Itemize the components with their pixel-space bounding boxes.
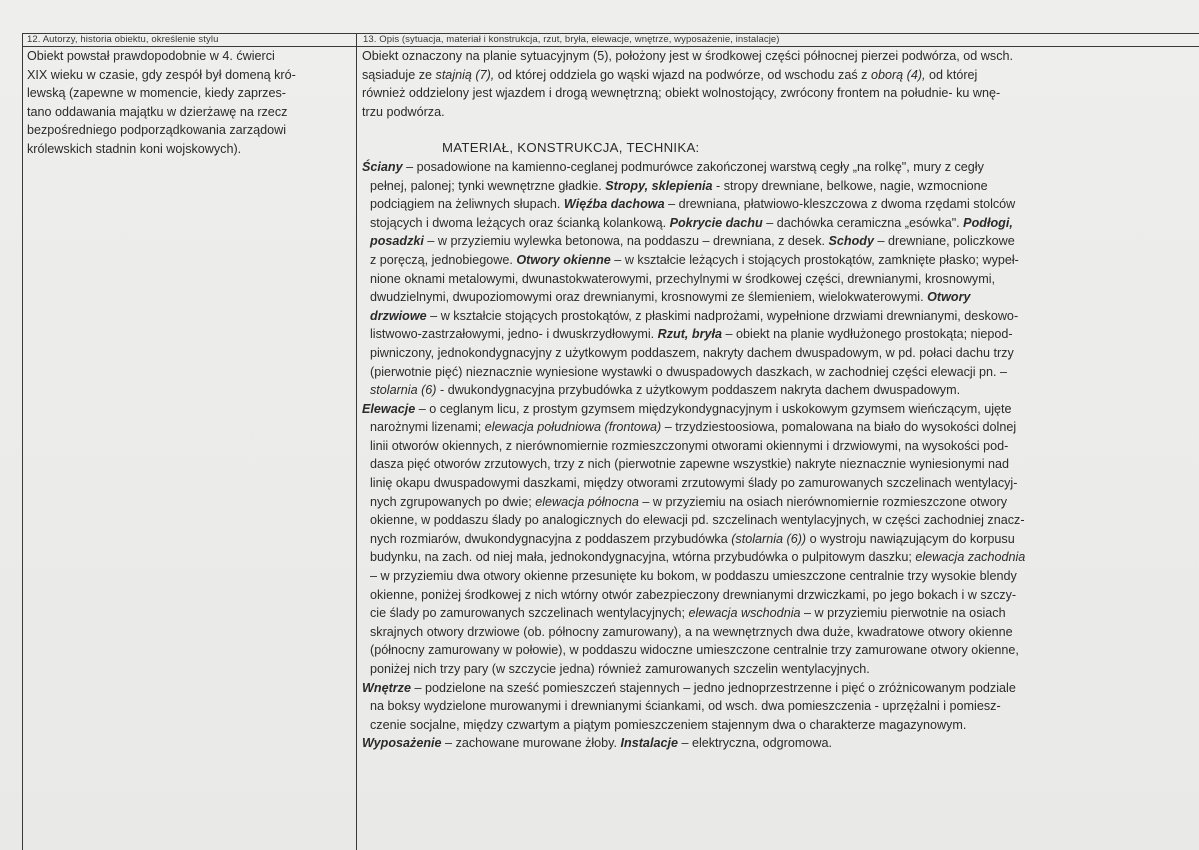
text-line: drzwiowe – w kształcie stojących prostokątów, z płaskimi nadprożami, wypełnione drzwiami drewnianymi, deskowo- [370,308,1019,323]
text-line: okienne, w poddaszu ślady po analogicznych do elewacji pd. szczelinach wentylacyjnych, w części zachodniej znacz- [370,513,1025,528]
text-line: Wyposażenie – zachowane murowane żłoby. Instalacje – elektryczna, odgromowa. [362,736,832,751]
intro-line: sąsiaduje ze stajnią (7), od której oddziela go wąski wjazd na podwórze, od wschodu zaś z oborą (4), od której [362,67,978,82]
header-col12: 12. Autorzy, historia obiektu, określenie stylu [27,34,219,45]
label-wnetrze: Wnętrze [362,680,411,695]
text-line: (północny zamurowany w połowie), w poddaszu widoczne umieszczone centralnie trzy zamurowane otwory okienne, [370,643,1019,658]
intro-line: również oddzielony jest wjazdem i drogą wewnętrzną; obiekt wolnostojący, zwrócony frontem na południe- ku wnę- [362,86,1001,101]
text-line: (pierwotnie pięć) nieznacznie wyniesione wystawki o dwuspadowych daszkach, w zachodniej części elewacji pn. – [370,364,1007,379]
text-line: stolarnia (6) - dwukondygnacyjna przybudówka z użytkowym poddaszem nakryta dachem dwuspadowym. [370,383,961,398]
left-border [22,33,23,850]
ref-elewacja-wschodnia: elewacja wschodnia [688,606,801,621]
history-line: bezpośredniego podporządkowania zarządowi [27,123,287,138]
history-line: lewską (zapewne w momencie, kiedy zaprzes- [27,86,286,101]
text-line: z poręczą, jednobiegowe. Otwory okienne – w kształcie leżących i stojących prostokątów, zamknięte płasko; wypeł- [370,252,1019,267]
text-line: – w przyziemiu dwa otwory okienne przesunięte ku bokom, w poddaszu umieszczone centralnie trzy wysokie blendy [370,569,1017,584]
label-otwory: Otwory [927,290,971,305]
history-line: Obiekt powstał prawdopodobnie w 4. ćwierci [27,49,275,63]
text-line: nych zgrupowanych po dwie; elewacja północna – w przyziemiu na osiach nierównomiernie rozmieszczone otwory [370,494,1008,509]
text-line: Elewacje – o ceglanym licu, z prostym gzymsem międzykondygnacyjnym i uskokowym gzymsem wieńczącym, ujęte [362,401,1012,416]
text-line: linię okapu dwuspadowymi daszkami, między otworami zrzutowymi ślady po zamurowanych szczelinach wentylacyj- [370,476,1018,491]
text-line: narożnymi lizenami; elewacja południowa (frontowa) – trzydziestoosiowa, pomalowana na biało do wysokości dolnej [370,420,1017,435]
text-line: Ściany – posadowione na kamienno-ceglanej podmurówce zakończonej warstwą cegły „na rolkę", mury z cegły [362,159,984,174]
ref-elewacja-poludniowa: elewacja południowa (frontowa) [484,420,662,435]
intro-line: Obiekt oznaczony na planie sytuacyjnym (5), położony jest w środkowej części północnej pierzei podwórza, od wsch. [362,49,1013,63]
ref-stolarnia-paren: (stolarnia (6)) [731,531,807,546]
text-line: dwudzielnymi, dwupoziomowymi oraz drewnianymi, krosnowymi ze ślemieniem, wielokwaterowymi. Otwory [370,290,971,305]
label-rzut: Rzut, bryła [657,327,723,342]
ref-stajnia: stajnią (7), [435,67,495,82]
intro-line: trzu podwórza. [362,104,445,119]
label-sciany: Ściany [362,159,403,174]
label-elewacje: Elewacje [362,401,416,416]
history-line: XIX wieku w czasie, gdy zespół był domeną kró- [27,67,296,82]
label-podlogi: Podłogi, [963,215,1013,230]
text-line: listwowo-zastrzałowymi, jedno- i dwuskrzydłowymi. Rzut, bryła – obiekt na planie wydłużonego prostokąta; niepod- [370,327,1013,342]
text-line: linii otworów okiennych, z nierównomiernie rozmieszczonymi otworami okiennymi i drzwiowymi, na wysokości pod- [370,438,1009,453]
text-line: Wnętrze – podzielone na sześć pomieszczeń stajennych – jedno jednoprzestrzenne i pięć o zróżnicowanym podziale [362,680,1016,695]
text-line: stojących i dwoma leżących oraz ścianką kolankową. Pokrycie dachu – dachówka ceramiczna „esówka". Podłogi, [370,215,1013,230]
history-line: królewskich stadnin koni wojskowych). [27,141,242,156]
text-line: posadzki – w przyziemiu wylewka betonowa, na poddaszu – drewniana, z desek. Schody – drewniane, policzkowe [370,234,1015,249]
text-line: skrajnych otwory drzwiowe (ob. północny zamurowany), a na wewnętrznych dwa duże, kwadratowe otwory okienne [370,624,1013,639]
history-line: tano oddawania majątku w dzierżawę na rzecz [27,104,288,119]
text-line: dasza pięć otworów zrzutowych, trzy z nich (pierwotnie zapewne wszystkie) nakryte nieznacznie wyniesionymi nad [370,457,1010,472]
label-pokrycie: Pokrycie dachu [669,215,763,230]
ref-elewacja-polnocna: elewacja północna [535,494,639,509]
text-line: nych rozmiarów, dwukondygnacyjna z poddaszem przybudówka (stolarnia (6)) o wystroju nawiązującym do korpusu [370,531,1015,546]
label-drzwiowe: drzwiowe [370,308,427,323]
history-text [27,47,352,159]
label-otwory-okienne: Otwory okienne [516,252,611,267]
text-line: budynku, na zach. od niej mała, jednokondygnacyjna, wtórna przybudówka o pulpitowym daszku; elewacja zachodnia [370,550,1026,565]
section-heading: MATERIAŁ, KONSTRUKCJA, TECHNIKA: [442,140,700,156]
text-line: piwniczony, jednokondygnacyjny z użytkowym poddaszem, nakryty dachem dwuspadowym, w pd. połaci dachu trzy [370,345,1014,360]
text-line: poniżej nich trzy pary (w szczycie jedna) również zamurowanych szczelin wentylacyjnych. [370,662,870,676]
text-line: okienne, poniżej środkowej z nich wtórny otwór zabezpieczony drewnianymi drzwiczkami, po jego bokach i w szczy- [370,587,1017,602]
label-stropy: Stropy, sklepienia [605,178,713,193]
label-wyposazenie: Wyposażenie [362,736,442,751]
label-schody: Schody [828,234,875,249]
ref-obora: oborą (4), [870,67,926,82]
label-instalacje: Instalacje [620,736,678,751]
text-line: na boksy wydzielone murowanymi i drewnianymi ściankami, od wsch. dwa pomieszczenia - uprzężalni i pomiesz- [370,699,1001,714]
description-text [362,47,1142,753]
text-line: nione oknami metalowymi, dwunastokwaterowymi, przechylnymi w środkowej części, drewnianymi, krosnowymi, [370,271,996,286]
label-wiezba: Więźba dachowa [563,197,665,212]
text-line: podciągiem na żeliwnych słupach. Więźba dachowa – drewniana, płatwiowo-kleszczowa z dwoma rzędami stolców [370,197,1016,212]
header-col13: 13. Opis (sytuacja, materiał i konstrukcja, rzut, bryła, elewacje, wnętrze, wyposażenie, instalacje) [363,34,780,45]
label-posadzki: posadzki [370,234,424,249]
ref-stolarnia: stolarnia (6) [370,383,437,398]
text-line: cie ślady po zamurowanych szczelinach wentylacyjnych; elewacja wschodnia – w przyziemiu pierwotnie na osiach [370,606,1006,621]
column-divider [356,33,357,850]
text-line: czenie socjalne, między czwartym a piątym pomieszczeniem stajennym dwa o charakterze magazynowym. [370,717,967,732]
ref-elewacja-zachodnia: elewacja zachodnia [915,550,1026,565]
text-line: pełnej, palonej; tynki wewnętrzne gładkie. Stropy, sklepienia - stropy drewniane, belkowe, nagie, wzmocnione [370,178,988,193]
